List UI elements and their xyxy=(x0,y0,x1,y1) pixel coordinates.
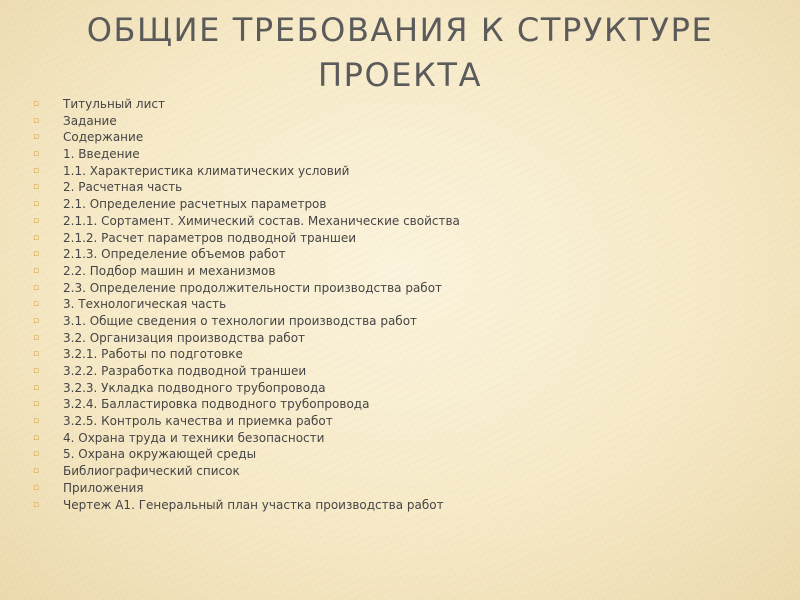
list-item xyxy=(30,463,770,480)
list-item-label: 4. Охрана труда и техники безопасности xyxy=(63,430,325,445)
list-item-label: 3.1. Общие сведения о технологии производства работ xyxy=(63,313,418,328)
list-item-label: 5. Охрана окружающей среды xyxy=(63,447,257,462)
square-bullet-icon: ▫ xyxy=(32,482,40,493)
square-bullet-icon: ▫ xyxy=(32,215,40,226)
list-item-label: 3.2.1. Работы по подготовке xyxy=(63,347,243,362)
list-item xyxy=(30,113,770,130)
list-item xyxy=(30,497,770,514)
square-bullet-icon: ▫ xyxy=(32,332,40,343)
list-item-label: Титульный лист xyxy=(63,97,165,111)
list-item xyxy=(30,313,770,330)
list-item xyxy=(30,446,770,463)
square-bullet-icon: ▫ xyxy=(32,132,40,143)
list-item-label: 2.1.1. Сортамент. Химический состав. Механические свойства xyxy=(63,213,460,228)
list-item xyxy=(30,213,770,230)
square-bullet-icon: ▫ xyxy=(32,382,40,393)
square-bullet-icon: ▫ xyxy=(32,499,40,510)
square-bullet-icon: ▫ xyxy=(32,115,40,126)
list-item-label: 3.2. Организация производства работ xyxy=(63,330,306,345)
square-bullet-icon: ▫ xyxy=(32,432,40,443)
list-item xyxy=(30,230,770,247)
list-item-label: Задание xyxy=(63,113,117,128)
list-item xyxy=(30,296,770,313)
square-bullet-icon: ▫ xyxy=(32,249,40,260)
square-bullet-icon: ▫ xyxy=(32,232,40,243)
list-item-label: 2. Расчетная часть xyxy=(63,180,183,195)
list-item-label: 2.1.2. Расчет параметров подводной траншеи xyxy=(63,230,357,245)
list-item-label: 3.2.2. Разработка подводной траншеи xyxy=(63,364,307,378)
list-item xyxy=(30,146,770,163)
square-bullet-icon: ▫ xyxy=(32,282,40,293)
square-bullet-icon: ▫ xyxy=(32,416,40,427)
list-item xyxy=(30,480,770,497)
list-item xyxy=(30,396,770,413)
list-item-label: 3.2.3. Укладка подводного трубопровода xyxy=(63,380,326,395)
list-item xyxy=(30,430,770,447)
square-bullet-icon: ▫ xyxy=(32,199,40,210)
list-item xyxy=(30,179,770,196)
square-bullet-icon: ▫ xyxy=(32,149,40,160)
square-bullet-icon: ▫ xyxy=(32,299,40,310)
square-bullet-icon: ▫ xyxy=(32,449,40,460)
list-item-label: Приложения xyxy=(63,480,144,495)
square-bullet-icon: ▫ xyxy=(32,399,40,410)
list-item-label: 1.1. Характеристика климатических условий xyxy=(63,163,350,178)
list-item xyxy=(30,196,770,213)
square-bullet-icon: ▫ xyxy=(32,366,40,376)
slide-title: ОБЩИЕ ТРЕБОВАНИЯ К СТРУКТУРЕ ПРОЕКТА xyxy=(86,11,714,94)
list-item xyxy=(30,163,770,180)
list-item-label: 2.2. Подбор машин и механизмов xyxy=(63,263,276,278)
list-item xyxy=(30,246,770,263)
square-bullet-icon: ▫ xyxy=(32,182,40,193)
list-item-label: 3.2.5. Контроль качества и приемка работ xyxy=(63,414,333,429)
square-bullet-icon: ▫ xyxy=(32,466,40,477)
square-bullet-icon: ▫ xyxy=(32,99,40,109)
list-item-label: 3.2.4. Балластировка подводного трубопровода xyxy=(63,397,370,412)
list-item-label: 1. Введение xyxy=(63,147,140,162)
square-bullet-icon: ▫ xyxy=(32,265,40,276)
list-item-label: Библиографический список xyxy=(63,464,240,479)
list-item-label: 3. Технологическая часть xyxy=(63,297,227,312)
list-item-label: Содержание xyxy=(63,130,144,145)
list-item-label: 2.3. Определение продолжительности производства работ xyxy=(63,280,443,295)
square-bullet-icon: ▫ xyxy=(32,315,40,326)
list-item xyxy=(30,413,770,430)
list-item xyxy=(30,263,770,280)
list-item xyxy=(30,380,770,397)
list-item xyxy=(30,363,770,380)
list-item xyxy=(30,346,770,363)
square-bullet-icon: ▫ xyxy=(32,165,40,176)
list-item xyxy=(30,96,770,113)
list-item-label: Чертеж А1. Генеральный план участка производства работ xyxy=(63,497,444,512)
list-item xyxy=(30,280,770,297)
list-item-label: 2.1.3. Определение объемов работ xyxy=(63,247,286,262)
list-item-label: 2.1. Определение расчетных параметров xyxy=(63,197,327,212)
square-bullet-icon: ▫ xyxy=(32,349,40,360)
structure-list xyxy=(30,96,770,513)
list-item xyxy=(30,129,770,146)
list-item xyxy=(30,330,770,347)
